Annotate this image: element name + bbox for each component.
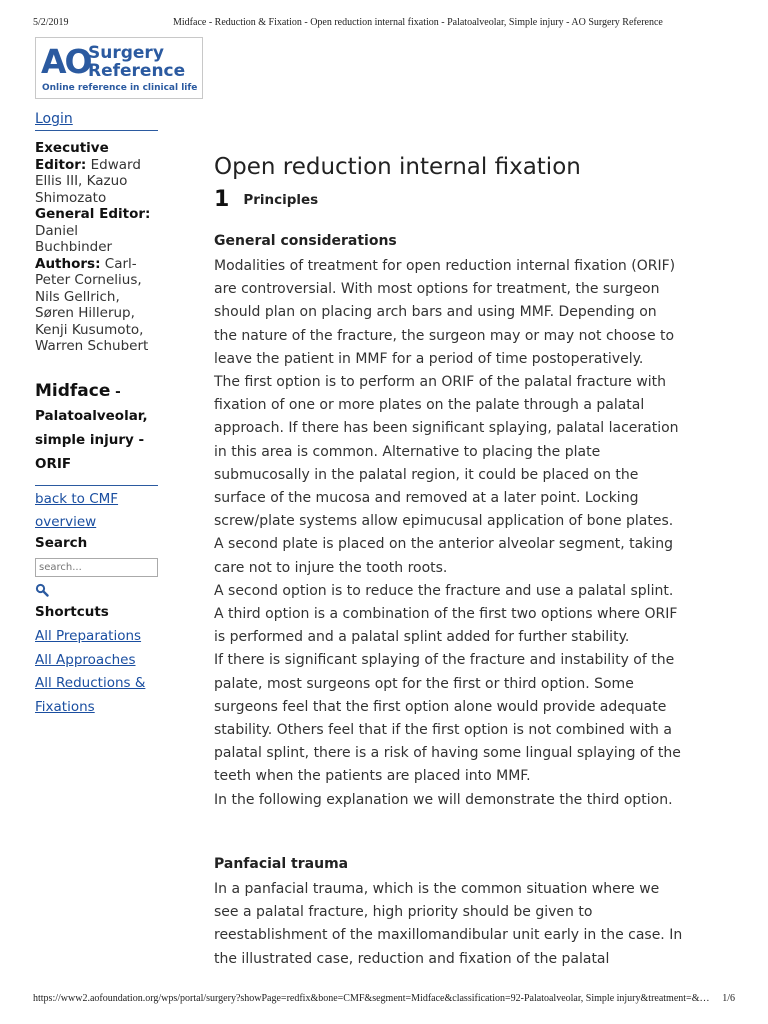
shortcut-all-approaches[interactable]: All Approaches — [35, 651, 136, 668]
search-icon[interactable] — [35, 583, 49, 597]
print-page-number: 1/6 — [722, 993, 735, 1004]
print-date: 5/2/2019 — [33, 17, 69, 28]
sidebar-divider — [35, 485, 158, 486]
paragraph: A third option is a combination of the first two options where ORIF is performed and a palatal splint added for further stability. — [214, 606, 678, 646]
shortcut-all-preparations[interactable]: All Preparations — [35, 628, 142, 644]
authors-names: Carl-Peter Cornelius, Nils Gellrich, Søren Hillerup, Kenji Kusumoto, Warren Schubert — [35, 255, 149, 354]
logo-reference-text: Reference — [88, 61, 186, 81]
paragraph: In the following explanation we will demonstrate the third option. — [214, 791, 673, 808]
step-heading — [214, 187, 318, 212]
paragraph: In a panfacial trauma, which is the common situation where we see a palatal fracture, high priority should be given to reestablishment of the maxillomandibular unit early in the case. In the illustrated case, reduction and fixation of the palatal — [214, 881, 683, 967]
panfacial-trauma-heading: Panfacial trauma — [214, 856, 349, 872]
logo-tagline: Online reference in clinical life — [42, 83, 198, 93]
authors-label: Authors: — [35, 255, 101, 272]
logo-ao-text: AO — [41, 42, 91, 81]
page-title: Open reduction internal fixation — [214, 154, 581, 180]
back-to-cmf-link[interactable]: back to CMF overview — [35, 491, 119, 530]
general-editor-names: Daniel Buchbinder — [35, 222, 113, 255]
section-title-sub: - Palatoalveolar, simple injury - ORIF — [35, 384, 148, 472]
panfacial-trauma-text — [214, 878, 684, 971]
print-page-title: Midface - Reduction & Fixation - Open reduction internal fixation - Palatoalveolar, Simple injury - AO Surgery Reference — [173, 17, 663, 28]
paragraph: If there is significant splaying of the fracture and instability of the palate, most surgeons opt for the first or third option. Some surgeons feel that the first option alone would provide adequate stability. Others feel that if the first option is not combined with a palatal splint, there is a risk of having some lingual splaying of the teeth when the patients are placed into MMF. — [214, 652, 681, 785]
executive-editor-label: Executive Editor: — [35, 140, 109, 173]
logo-surgery-text: Surgery — [88, 43, 164, 63]
general-considerations-heading: General considerations — [214, 233, 397, 249]
shortcuts-list — [35, 625, 159, 719]
step-label: Principles — [243, 192, 319, 208]
section-title-main: Midface — [35, 381, 111, 401]
general-editor-label: General Editor: — [35, 206, 151, 222]
paragraph: The first option is to perform an ORIF of the palatal fracture with fixation of one or more plates on the palate through a palatal approach. If there has been significant splaying, palatal laceration in this area is common. Alternative to placing the plate submucosally in the palatal region, it could be placed on the surface of the mucosa and removed at a later point. Locking screw/plate systems allow epimucusal application of bone plates. A second plate is placed on the anterior alveolar segment, taking care not to injure the tooth roots. — [214, 374, 679, 576]
paragraph: A second option is to reduce the fracture and use a palatal splint. — [214, 582, 674, 599]
shortcut-all-reductions-fixations[interactable]: All Reductions & Fixations — [35, 675, 146, 715]
print-url: https://www2.aofoundation.org/wps/portal/surgery?showPage=redfix&bone=CMF&segment=Midface&classification=92-Palatoalveolar, Simple injury&treatment=&… — [33, 993, 710, 1004]
login-link[interactable]: Login — [35, 111, 73, 127]
executive-editor-names: Edward Ellis III, Kazuo Shimozato — [35, 156, 141, 206]
shortcuts-label: Shortcuts — [35, 604, 109, 620]
step-number: 1 — [214, 187, 230, 212]
editors-block — [35, 140, 159, 355]
sidebar-divider — [35, 130, 158, 131]
section-title — [35, 379, 159, 476]
search-input[interactable] — [35, 558, 158, 577]
ao-surgery-reference-logo[interactable] — [35, 37, 203, 99]
general-considerations-text — [214, 255, 684, 812]
paragraph: Modalities of treatment for open reduction internal fixation (ORIF) are controversial. With most options for treatment, the surgeon should plan on placing arch bars and using MMF. Depending on the nature of the fracture, the surgeon may or may not choose to leave the patient in MMF for a period of time postoperatively. — [214, 258, 676, 367]
search-label: Search — [35, 535, 88, 551]
